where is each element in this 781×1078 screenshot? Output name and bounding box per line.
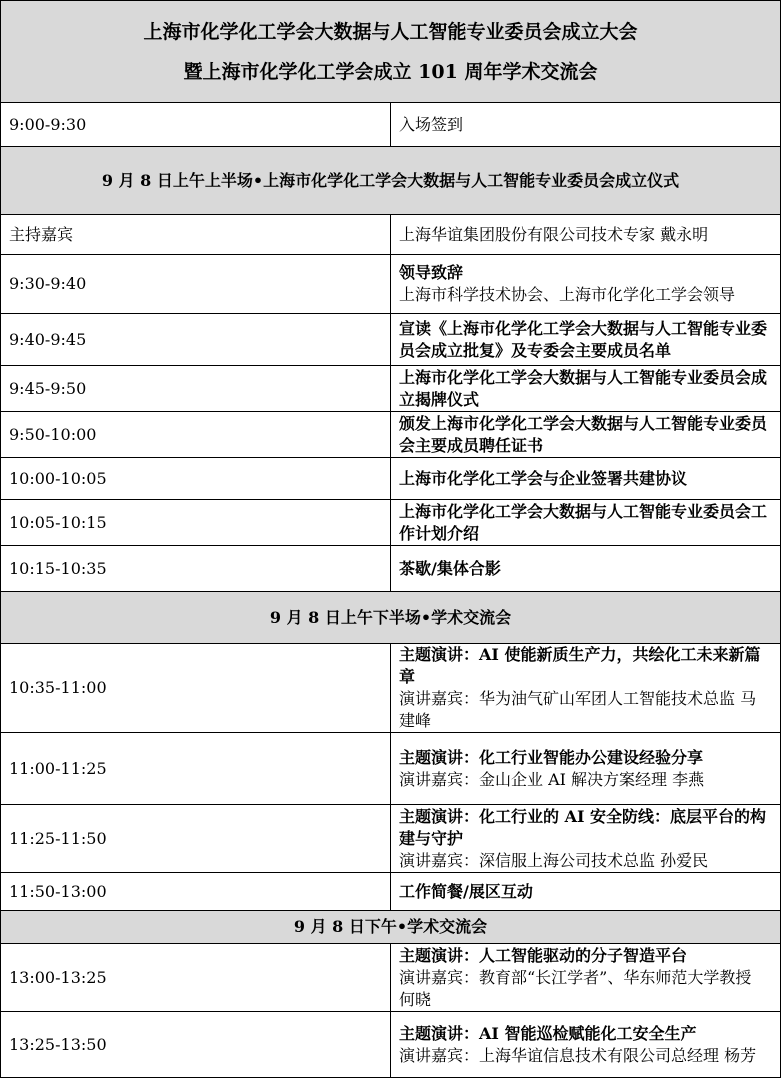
section-heading-afternoon: 9 月 8 日下午•学术交流会 (1, 911, 781, 944)
section-heading-morning-1: 9 月 8 日上午上半场•上海市化学化工学会大数据与人工智能专业委员会成立仪式 (1, 147, 781, 215)
row-time: 9:00-9:30 (1, 103, 391, 147)
row-time: 10:15-10:35 (1, 546, 391, 592)
table-row (1, 215, 781, 255)
row-content: 颁发上海市化学化工学会大数据与人工智能专业委员会主要成员聘任证书 (391, 412, 781, 458)
table-row (1, 944, 781, 1012)
row-content: 茶歇/集体合影 (391, 546, 781, 592)
table-row (1, 500, 781, 546)
row-time: 13:00-13:25 (1, 944, 391, 1012)
row-content (391, 644, 781, 733)
table-row (1, 314, 781, 366)
row-content (391, 733, 781, 805)
row-time: 10:00-10:05 (1, 458, 391, 500)
table-row (1, 103, 781, 147)
row-time: 10:35-11:00 (1, 644, 391, 733)
row-time: 13:25-13:50 (1, 1012, 391, 1078)
row-content: 上海华谊集团股份有限公司技术专家 戴永明 (391, 215, 781, 255)
row-time: 11:25-11:50 (1, 805, 391, 873)
talk-title: 主题演讲：AI 智能巡检赋能化工安全生产 (399, 1023, 697, 1043)
talk-speaker: 演讲嘉宾：华为油气矿山军团人工智能技术总监 马建峰 (399, 689, 757, 730)
talk-title: 主题演讲：化工行业的 AI 安全防线：底层平台的构建与守护 (399, 806, 767, 848)
table-row (1, 1012, 781, 1078)
section-row (1, 592, 781, 644)
table-row (1, 644, 781, 733)
row-content: 入场签到 (391, 103, 781, 147)
section-row (1, 147, 781, 215)
table-row (1, 805, 781, 873)
talk-speaker: 演讲嘉宾：深信服上海公司技术总监 孙爱民 (399, 850, 709, 870)
section-row (1, 911, 781, 944)
title-line-2: 暨上海市化学化工学会成立 101 周年学术交流会 (183, 60, 598, 83)
talk-title: 主题演讲：化工行业智能办公建设经验分享 (399, 747, 704, 767)
agenda-title (1, 1, 781, 103)
row-time: 9:50-10:00 (1, 412, 391, 458)
table-row (1, 733, 781, 805)
row-content (391, 1012, 781, 1078)
row-time: 9:45-9:50 (1, 366, 391, 412)
section-heading-morning-2: 9 月 8 日上午下半场•学术交流会 (1, 592, 781, 644)
talk-speaker: 演讲嘉宾：教育部“长江学者”、华东师范大学教授 何晓 (399, 967, 752, 1009)
talk-title: 主题演讲：人工智能驱动的分子智造平台 (399, 945, 688, 965)
row-content: 宣读《上海市化学化工学会大数据与人工智能专业委员会成立批复》及专委会主要成员名单 (391, 314, 781, 366)
row-time: 11:50-13:00 (1, 873, 391, 911)
talk-title: 主题演讲：AI 使能新质生产力，共绘化工未来新篇章 (399, 645, 761, 686)
header-row (1, 1, 781, 103)
row-time: 11:00-11:25 (1, 733, 391, 805)
row-content: 上海市化学化工学会与企业签署共建协议 (391, 458, 781, 500)
item-subtitle: 上海市科学技术协会、上海市化学化工学会领导 (399, 285, 736, 304)
row-time: 9:30-9:40 (1, 255, 391, 314)
row-content (391, 944, 781, 1012)
row-time: 10:05-10:15 (1, 500, 391, 546)
talk-speaker: 演讲嘉宾：上海华谊信息技术有限公司总经理 杨芳 (399, 1045, 757, 1065)
row-time: 主持嘉宾 (1, 215, 391, 255)
table-row (1, 458, 781, 500)
row-content (391, 255, 781, 314)
table-row (1, 412, 781, 458)
item-title: 领导致辞 (399, 263, 464, 282)
table-row (1, 366, 781, 412)
table-row (1, 546, 781, 592)
row-content: 上海市化学化工学会大数据与人工智能专业委员会工作计划介绍 (391, 500, 781, 546)
table-row (1, 255, 781, 314)
title-line-1: 上海市化学化工学会大数据与人工智能专业委员会成立大会 (143, 20, 638, 43)
table-row (1, 873, 781, 911)
row-content: 上海市化学化工学会大数据与人工智能专业委员会成立揭牌仪式 (391, 366, 781, 412)
talk-speaker: 演讲嘉宾：金山企业 AI 解决方案经理 李燕 (399, 769, 705, 789)
row-content: 工作简餐/展区互动 (391, 873, 781, 911)
row-content (391, 805, 781, 873)
row-time: 9:40-9:45 (1, 314, 391, 366)
